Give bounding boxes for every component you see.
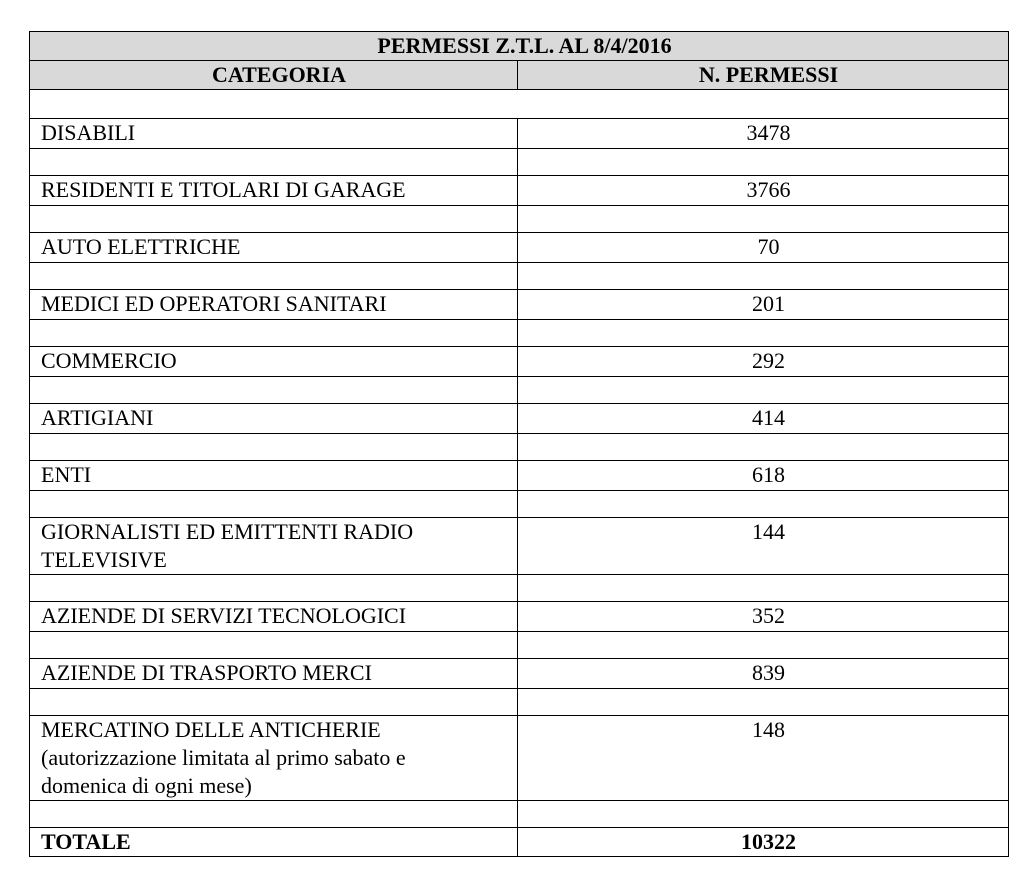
category-text: (autorizzazione limitata al primo sabato e [41, 745, 406, 770]
spacer-cell [30, 689, 518, 716]
table-title-row [30, 32, 1009, 61]
category-cell [30, 290, 518, 320]
header-gap-row [30, 90, 1009, 119]
category-cell [30, 404, 518, 434]
category-text: ARTIGIANI [41, 405, 154, 430]
spacer-cell [30, 206, 518, 233]
permit-count-cell: 144 [518, 518, 1009, 575]
spacer-row [30, 632, 1009, 659]
spacer-row [30, 149, 1009, 176]
permit-count-cell: 292 [518, 347, 1009, 377]
spacer-cell [30, 263, 518, 290]
permits-table-body [30, 32, 1009, 857]
table-row [30, 404, 1009, 434]
permit-count-cell: 3766 [518, 176, 1009, 206]
spacer-cell [30, 434, 518, 461]
spacer-cell [30, 491, 518, 518]
category-text: ENTI [41, 462, 92, 487]
category-cell [30, 659, 518, 689]
spacer-cell [30, 801, 518, 828]
spacer-row [30, 801, 1009, 828]
spacer-cell [518, 263, 1009, 290]
spacer-cell [518, 320, 1009, 347]
table-row [30, 290, 1009, 320]
table-row [30, 518, 1009, 575]
spacer-cell [518, 434, 1009, 461]
spacer-row [30, 689, 1009, 716]
spacer-cell [30, 377, 518, 404]
table-row [30, 347, 1009, 377]
table-row [30, 176, 1009, 206]
spacer-row [30, 206, 1009, 233]
permit-count-cell: 70 [518, 233, 1009, 263]
category-text: RESIDENTI E TITOLARI DI GARAGE [41, 177, 406, 202]
total-row [30, 828, 1009, 857]
spacer-row [30, 263, 1009, 290]
spacer-cell [518, 689, 1009, 716]
category-text: DISABILI [41, 120, 136, 145]
table-header-row [30, 61, 1009, 90]
spacer-cell [518, 206, 1009, 233]
spacer-cell [518, 575, 1009, 602]
spacer-row [30, 491, 1009, 518]
table-row [30, 602, 1009, 632]
permit-count-cell: 618 [518, 461, 1009, 491]
spacer-row [30, 320, 1009, 347]
permit-count-cell: 201 [518, 290, 1009, 320]
category-text: COMMERCIO [41, 348, 177, 373]
spacer-row [30, 434, 1009, 461]
permit-count-cell: 3478 [518, 119, 1009, 149]
spacer-cell [518, 632, 1009, 659]
category-cell [30, 347, 518, 377]
category-cell [30, 602, 518, 632]
spacer-cell [518, 491, 1009, 518]
spacer-cell [30, 149, 518, 176]
category-text: domenica di ogni mese) [41, 773, 252, 798]
spacer-row [30, 377, 1009, 404]
column-header-category: CATEGORIA [30, 61, 518, 90]
spacer-row [30, 575, 1009, 602]
table-row [30, 716, 1009, 801]
category-text: GIORNALISTI ED EMITTENTI RADIO [41, 519, 414, 544]
total-label: TOTALE [30, 828, 518, 857]
table-row [30, 659, 1009, 689]
category-text: AUTO ELETTRICHE [41, 234, 241, 259]
table-row [30, 119, 1009, 149]
category-cell [30, 518, 518, 575]
permit-count-cell: 839 [518, 659, 1009, 689]
category-cell [30, 716, 518, 801]
spacer-cell [30, 575, 518, 602]
category-cell [30, 176, 518, 206]
category-text: TELEVISIVE [41, 547, 167, 572]
spacer-cell [518, 801, 1009, 828]
category-cell [30, 461, 518, 491]
permit-count-cell: 414 [518, 404, 1009, 434]
category-text: MEDICI ED OPERATORI SANITARI [41, 291, 387, 316]
category-cell [30, 233, 518, 263]
total-count: 10322 [518, 828, 1009, 857]
table-row [30, 233, 1009, 263]
category-cell [30, 119, 518, 149]
spacer-cell [518, 149, 1009, 176]
table-row [30, 461, 1009, 491]
column-header-count: N. PERMESSI [518, 61, 1009, 90]
category-text: AZIENDE DI TRASPORTO MERCI [41, 660, 372, 685]
spacer-cell [30, 632, 518, 659]
spacer-cell [30, 320, 518, 347]
table-title: PERMESSI Z.T.L. AL 8/4/2016 [30, 32, 1009, 61]
permit-count-cell: 148 [518, 716, 1009, 801]
category-text: MERCATINO DELLE ANTICHERIE [41, 717, 381, 742]
permit-count-cell: 352 [518, 602, 1009, 632]
spacer-cell [518, 377, 1009, 404]
header-gap-cell [30, 90, 1009, 119]
permits-table [29, 31, 1009, 857]
category-text: AZIENDE DI SERVIZI TECNOLOGICI [41, 603, 407, 628]
